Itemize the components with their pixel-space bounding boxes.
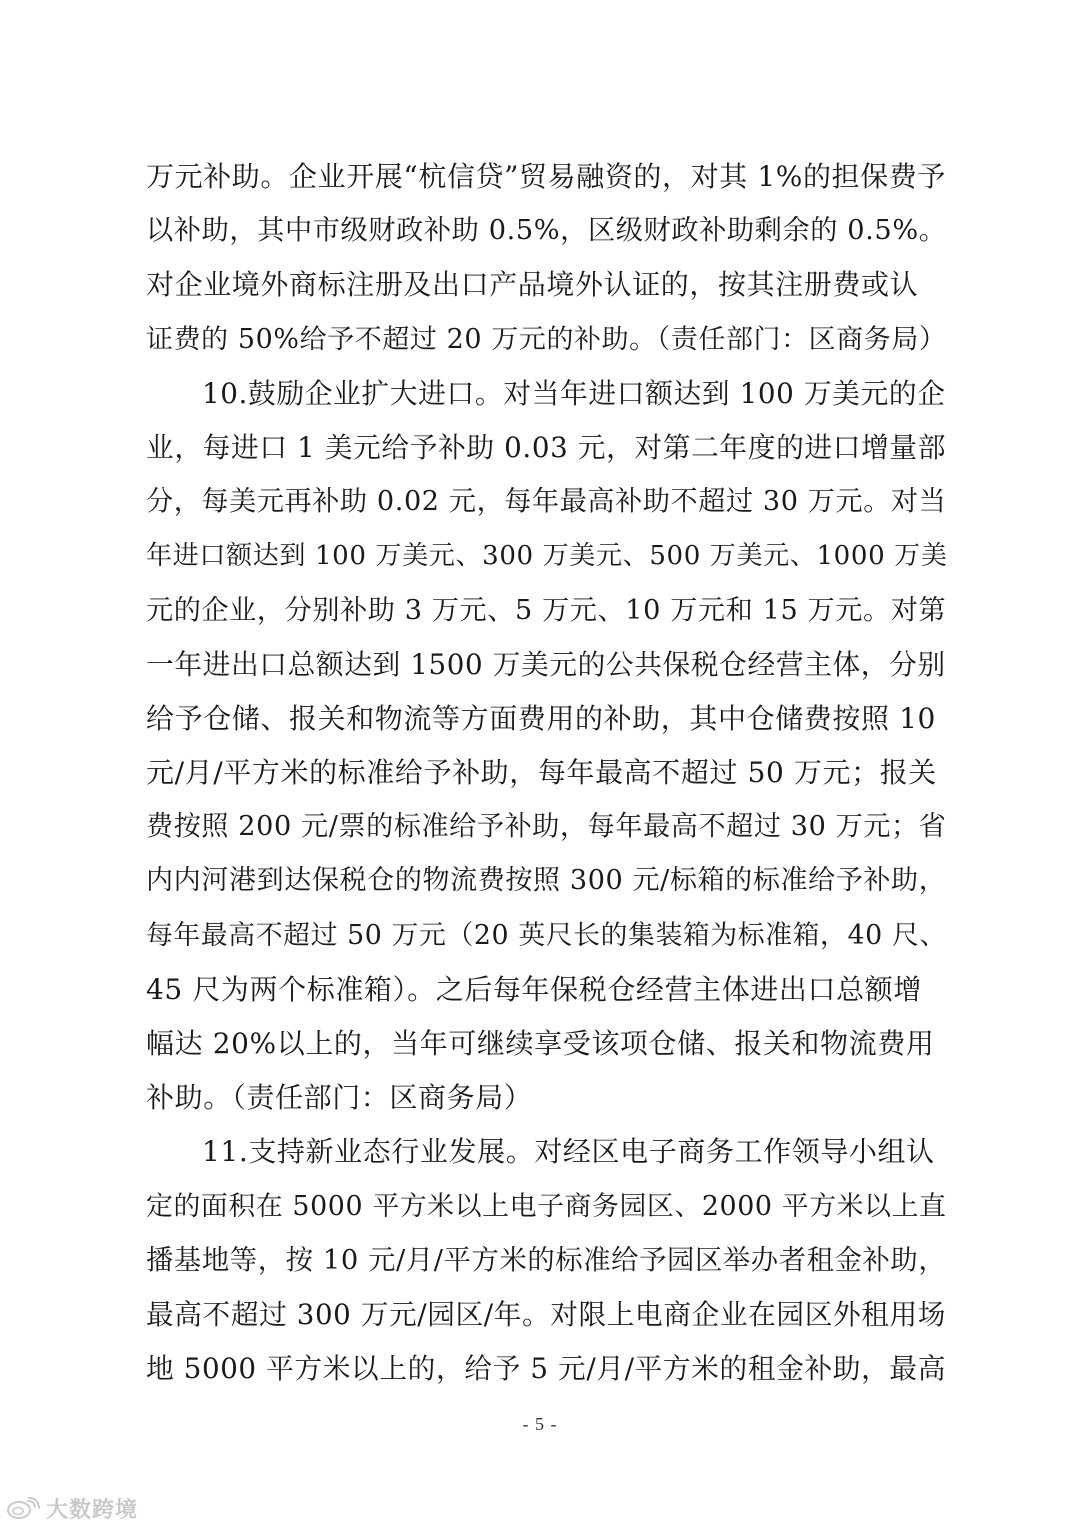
text-line: 一年进出口总额达到 1500 万美元的公共保税仓经营主体，分别 bbox=[146, 647, 946, 681]
text-line: 万元补助。企业开展“杭信贷”贸易融资的，对其 1%的担保费予 bbox=[146, 160, 946, 193]
text-line: 证费的 50%给予不超过 20 万元的补助。（责任部门：区商务局） bbox=[146, 323, 947, 355]
text-line: 地 5000 平方米以上的，给予 5 元/月/平方米的租金补助，最高 bbox=[146, 1352, 947, 1386]
text-line: 每年最高不超过 50 万元（20 英尺长的集装箱为标准箱，40 尺、 bbox=[146, 919, 947, 951]
text-line: 元/月/平方米的标准给予补助，每年最高不超过 50 万元；报关 bbox=[146, 756, 937, 790]
text-line: 播基地等，按 10 元/月/平方米的标准给予园区举办者租金补助， bbox=[146, 1244, 947, 1276]
text-line: 内内河港到达保税仓的物流费按照 300 元/标箱的标准给予补助， bbox=[146, 865, 947, 897]
watermark-text: 大数跨境 bbox=[46, 1497, 139, 1523]
text-line: 给予仓储、报关和物流等方面费用的补助，其中仓储费按照 10 bbox=[146, 701, 936, 735]
text-line: 元的企业，分别补助 3 万元、5 万元、10 万元和 15 万元。对第 bbox=[146, 594, 947, 626]
weibo-logo-icon bbox=[6, 1497, 40, 1519]
text-line: 业，每进口 1 美元给予补助 0.03 元，对第二年度的进口增量部 bbox=[146, 430, 947, 464]
text-line: 费按照 200 元/票的标准给予补助，每年最高不超过 30 万元；省 bbox=[146, 811, 947, 843]
text-line: 补助。（责任部门：区商务局） bbox=[146, 1081, 533, 1115]
watermark bbox=[6, 1491, 138, 1525]
text-line: 45 尺为两个标准箱）。之后每年保税仓经营主体进出口总额增 bbox=[146, 972, 922, 1006]
page-number: - 5 - bbox=[522, 1414, 558, 1434]
text-line: 幅达 20%以上的，当年可继续享受该项仓储、报关和物流费用 bbox=[146, 1027, 935, 1060]
document-body bbox=[146, 150, 946, 1396]
text-line: 10.鼓励企业扩大进口。对当年进口额达到 100 万美元的企 bbox=[202, 376, 946, 410]
text-line: 11.支持新业态行业发展。对经区电子商务工作领导小组认 bbox=[202, 1135, 935, 1169]
text-line: 定的面积在 5000 平方米以上电子商务园区、2000 平方米以上直 bbox=[146, 1190, 947, 1222]
text-line: 最高不超过 300 万元/园区/年。对限上电商企业在园区外租用场 bbox=[146, 1297, 947, 1331]
text-line: 分，每美元再补助 0.02 元，每年最高补助不超过 30 万元。对当 bbox=[146, 486, 947, 518]
text-line: 年进口额达到 100 万美元、300 万美元、500 万美元、1000 万美 bbox=[146, 541, 948, 572]
text-line: 对企业境外商标注册及出口产品境外认证的，按其注册费或认 bbox=[146, 268, 919, 302]
text-line: 以补助，其中市级财政补助 0.5%，区级财政补助剩余的 0.5%。 bbox=[146, 215, 947, 247]
